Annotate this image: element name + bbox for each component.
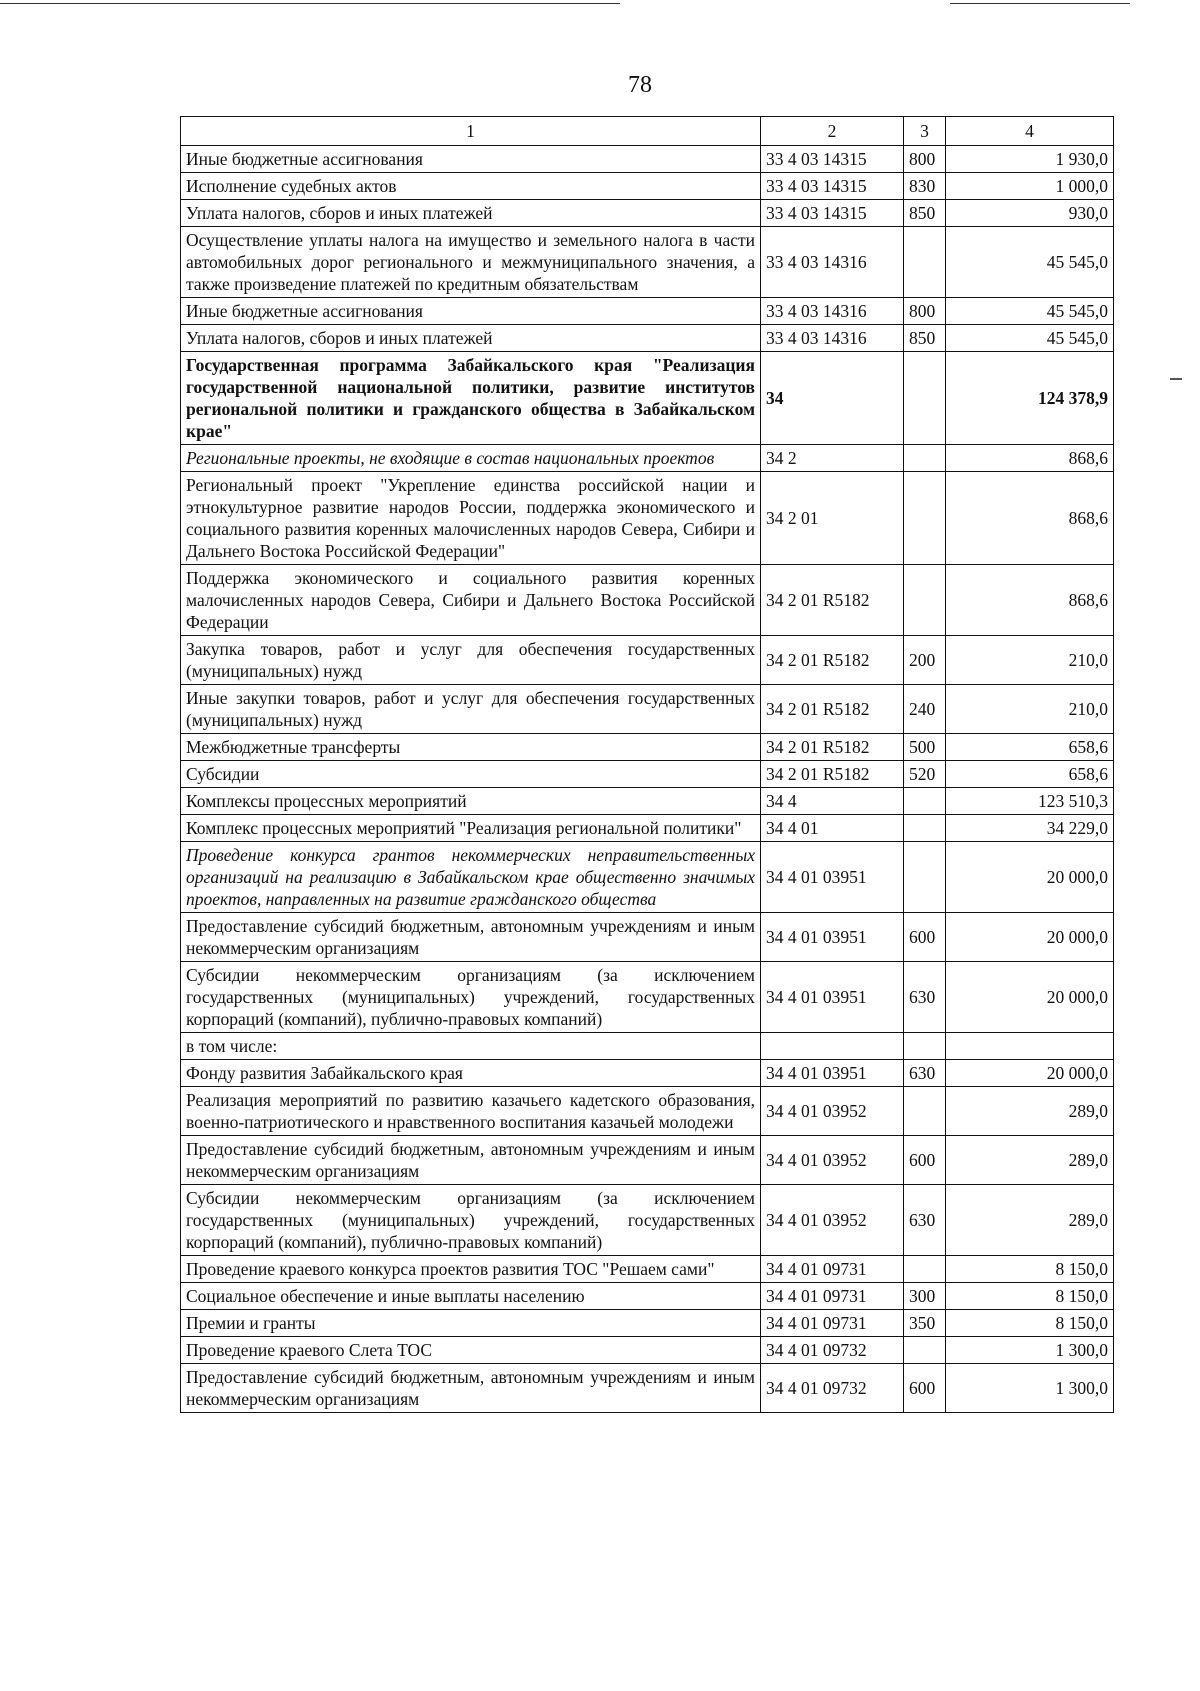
- type-cell: [904, 815, 946, 842]
- code-cell: 34 4 01 03952: [761, 1087, 904, 1136]
- table-row: [181, 1087, 1114, 1136]
- table-row: [181, 1033, 1114, 1060]
- name-cell: Осуществление уплаты налога на имущество и земельного налога в части автомобильных дорог регионального и межмуниципального значения, а также произведение платежей по кредитным обязательствам: [181, 227, 761, 298]
- amount-cell: 34 229,0: [946, 815, 1114, 842]
- amount-cell: 20 000,0: [946, 913, 1114, 962]
- table-row: [181, 472, 1114, 565]
- table-row: [181, 565, 1114, 636]
- amount-cell: 658,6: [946, 761, 1114, 788]
- amount-cell: 20 000,0: [946, 962, 1114, 1033]
- amount-cell: 1 300,0: [946, 1337, 1114, 1364]
- type-cell: 600: [904, 913, 946, 962]
- table-row: [181, 1060, 1114, 1087]
- type-cell: 300: [904, 1283, 946, 1310]
- name-cell: Иные бюджетные ассигнования: [181, 146, 761, 173]
- name-cell: Премии и гранты: [181, 1310, 761, 1337]
- name-cell: Межбюджетные трансферты: [181, 734, 761, 761]
- table-row: [181, 913, 1114, 962]
- code-cell: 34 4 01 09731: [761, 1283, 904, 1310]
- code-cell: 34 2: [761, 445, 904, 472]
- name-cell: Региональный проект "Укрепление единства российской нации и этнокультурное развитие народов России, поддержка экономического и социального развития коренных малочисленных народов Севера, Сибири и Дальнего Востока Российской Федерации": [181, 472, 761, 565]
- name-cell: Проведение конкурса грантов некоммерческих неправительственных организаций на реализацию в Забайкальском крае общественно значимых проектов, направленных на развитие гражданского общества: [181, 842, 761, 913]
- table-row: [181, 173, 1114, 200]
- code-cell: 34 2 01 R5182: [761, 685, 904, 734]
- type-cell: 850: [904, 325, 946, 352]
- table-row: [181, 325, 1114, 352]
- amount-cell: 8 150,0: [946, 1283, 1114, 1310]
- header-cell: 3: [904, 117, 946, 146]
- amount-cell: 20 000,0: [946, 842, 1114, 913]
- amount-cell: 8 150,0: [946, 1256, 1114, 1283]
- table-row: [181, 227, 1114, 298]
- code-cell: 34 2 01 R5182: [761, 636, 904, 685]
- table-row: [181, 1283, 1114, 1310]
- type-cell: 500: [904, 734, 946, 761]
- table-row: [181, 1136, 1114, 1185]
- type-cell: 800: [904, 146, 946, 173]
- amount-cell: 1 930,0: [946, 146, 1114, 173]
- code-cell: [761, 1033, 904, 1060]
- code-cell: 34 2 01: [761, 472, 904, 565]
- type-cell: 630: [904, 962, 946, 1033]
- code-cell: 34 4 01: [761, 815, 904, 842]
- type-cell: 520: [904, 761, 946, 788]
- name-cell: Государственная программа Забайкальского края "Реализация государственной национальной политики, развитие институтов региональной политики и гражданского общества в Забайкальском крае": [181, 352, 761, 445]
- amount-cell: 1 000,0: [946, 173, 1114, 200]
- table-row: [181, 1310, 1114, 1337]
- code-cell: 34 4 01 09731: [761, 1310, 904, 1337]
- code-cell: 34 4 01 03951: [761, 962, 904, 1033]
- table-row: [181, 146, 1114, 173]
- amount-cell: 45 545,0: [946, 227, 1114, 298]
- code-cell: 34 2 01 R5182: [761, 734, 904, 761]
- code-cell: 33 4 03 14316: [761, 298, 904, 325]
- code-cell: 33 4 03 14316: [761, 325, 904, 352]
- table-row: [181, 815, 1114, 842]
- name-cell: в том числе:: [181, 1033, 761, 1060]
- name-cell: Исполнение судебных актов: [181, 173, 761, 200]
- header-cell: 4: [946, 117, 1114, 146]
- budget-table: [180, 116, 1114, 1413]
- table-row: [181, 445, 1114, 472]
- name-cell: Субсидии некоммерческим организациям (за исключением государственных (муниципальных) учреждений, государственных корпораций (компаний), публично-правовых компаний): [181, 1185, 761, 1256]
- amount-cell: 868,6: [946, 565, 1114, 636]
- type-cell: [904, 1337, 946, 1364]
- scan-artifact: [1170, 378, 1182, 380]
- amount-cell: 124 378,9: [946, 352, 1114, 445]
- table-row: [181, 788, 1114, 815]
- table-row: [181, 200, 1114, 227]
- scan-edge-line: [0, 3, 620, 4]
- amount-cell: 210,0: [946, 685, 1114, 734]
- name-cell: Иные бюджетные ассигнования: [181, 298, 761, 325]
- name-cell: Иные закупки товаров, работ и услуг для обеспечения государственных (муниципальных) нужд: [181, 685, 761, 734]
- amount-cell: 868,6: [946, 445, 1114, 472]
- name-cell: Проведение краевого конкурса проектов развития ТОС "Решаем сами": [181, 1256, 761, 1283]
- name-cell: Комплексы процессных мероприятий: [181, 788, 761, 815]
- table-row: [181, 298, 1114, 325]
- name-cell: Уплата налогов, сборов и иных платежей: [181, 200, 761, 227]
- type-cell: 630: [904, 1060, 946, 1087]
- name-cell: Предоставление субсидий бюджетным, автономным учреждениям и иным некоммерческим организациям: [181, 1136, 761, 1185]
- code-cell: 33 4 03 14315: [761, 146, 904, 173]
- type-cell: 800: [904, 298, 946, 325]
- name-cell: Закупка товаров, работ и услуг для обеспечения государственных (муниципальных) нужд: [181, 636, 761, 685]
- scan-edge-line: [950, 3, 1130, 4]
- header-row: [181, 117, 1114, 146]
- type-cell: 850: [904, 200, 946, 227]
- amount-cell: 289,0: [946, 1185, 1114, 1256]
- name-cell: Субсидии некоммерческим организациям (за исключением государственных (муниципальных) учреждений, государственных корпораций (компаний), публично-правовых компаний): [181, 962, 761, 1033]
- amount-cell: [946, 1033, 1114, 1060]
- type-cell: [904, 1033, 946, 1060]
- name-cell: Социальное обеспечение и иные выплаты населению: [181, 1283, 761, 1310]
- type-cell: [904, 227, 946, 298]
- type-cell: 350: [904, 1310, 946, 1337]
- table-row: [181, 761, 1114, 788]
- amount-cell: 210,0: [946, 636, 1114, 685]
- name-cell: Фонду развития Забайкальского края: [181, 1060, 761, 1087]
- type-cell: [904, 842, 946, 913]
- type-cell: 630: [904, 1185, 946, 1256]
- code-cell: 33 4 03 14316: [761, 227, 904, 298]
- amount-cell: 20 000,0: [946, 1060, 1114, 1087]
- type-cell: [904, 472, 946, 565]
- type-cell: 200: [904, 636, 946, 685]
- name-cell: Региональные проекты, не входящие в состав национальных проектов: [181, 445, 761, 472]
- type-cell: [904, 1256, 946, 1283]
- name-cell: Предоставление субсидий бюджетным, автономным учреждениям и иным некоммерческим организациям: [181, 913, 761, 962]
- amount-cell: 868,6: [946, 472, 1114, 565]
- type-cell: [904, 352, 946, 445]
- amount-cell: 930,0: [946, 200, 1114, 227]
- amount-cell: 1 300,0: [946, 1364, 1114, 1413]
- table-row: [181, 1337, 1114, 1364]
- amount-cell: 289,0: [946, 1136, 1114, 1185]
- name-cell: Реализация мероприятий по развитию казачьего кадетского образования, военно-патриотического и нравственного воспитания казачьей молодежи: [181, 1087, 761, 1136]
- code-cell: 34 2 01 R5182: [761, 565, 904, 636]
- code-cell: 34 4: [761, 788, 904, 815]
- code-cell: 34 2 01 R5182: [761, 761, 904, 788]
- amount-cell: 289,0: [946, 1087, 1114, 1136]
- type-cell: 600: [904, 1136, 946, 1185]
- type-cell: 600: [904, 1364, 946, 1413]
- code-cell: 34 4 01 03951: [761, 913, 904, 962]
- type-cell: [904, 1087, 946, 1136]
- table-row: [181, 352, 1114, 445]
- amount-cell: 8 150,0: [946, 1310, 1114, 1337]
- amount-cell: 45 545,0: [946, 325, 1114, 352]
- code-cell: 34 4 01 03951: [761, 1060, 904, 1087]
- name-cell: Уплата налогов, сборов и иных платежей: [181, 325, 761, 352]
- table-row: [181, 636, 1114, 685]
- code-cell: 33 4 03 14315: [761, 200, 904, 227]
- type-cell: [904, 565, 946, 636]
- name-cell: Субсидии: [181, 761, 761, 788]
- code-cell: 34 4 01 03952: [761, 1136, 904, 1185]
- header-cell: 2: [761, 117, 904, 146]
- code-cell: 34 4 01 09732: [761, 1364, 904, 1413]
- table-row: [181, 842, 1114, 913]
- table-row: [181, 1364, 1114, 1413]
- table-row: [181, 1256, 1114, 1283]
- type-cell: [904, 788, 946, 815]
- amount-cell: 658,6: [946, 734, 1114, 761]
- table-row: [181, 685, 1114, 734]
- code-cell: 34 4 01 09731: [761, 1256, 904, 1283]
- name-cell: Проведение краевого Слета ТОС: [181, 1337, 761, 1364]
- type-cell: 240: [904, 685, 946, 734]
- code-cell: 33 4 03 14315: [761, 173, 904, 200]
- type-cell: [904, 445, 946, 472]
- type-cell: 830: [904, 173, 946, 200]
- table-row: [181, 734, 1114, 761]
- name-cell: Предоставление субсидий бюджетным, автономным учреждениям и иным некоммерческим организациям: [181, 1364, 761, 1413]
- amount-cell: 123 510,3: [946, 788, 1114, 815]
- table-row: [181, 962, 1114, 1033]
- amount-cell: 45 545,0: [946, 298, 1114, 325]
- name-cell: Поддержка экономического и социального развития коренных малочисленных народов Севера, Сибири и Дальнего Востока Российской Федерации: [181, 565, 761, 636]
- header-cell: 1: [181, 117, 761, 146]
- table-row: [181, 1185, 1114, 1256]
- code-cell: 34: [761, 352, 904, 445]
- code-cell: 34 4 01 03951: [761, 842, 904, 913]
- name-cell: Комплекс процессных мероприятий "Реализация региональной политики": [181, 815, 761, 842]
- code-cell: 34 4 01 03952: [761, 1185, 904, 1256]
- code-cell: 34 4 01 09732: [761, 1337, 904, 1364]
- page-number: 78: [628, 72, 652, 98]
